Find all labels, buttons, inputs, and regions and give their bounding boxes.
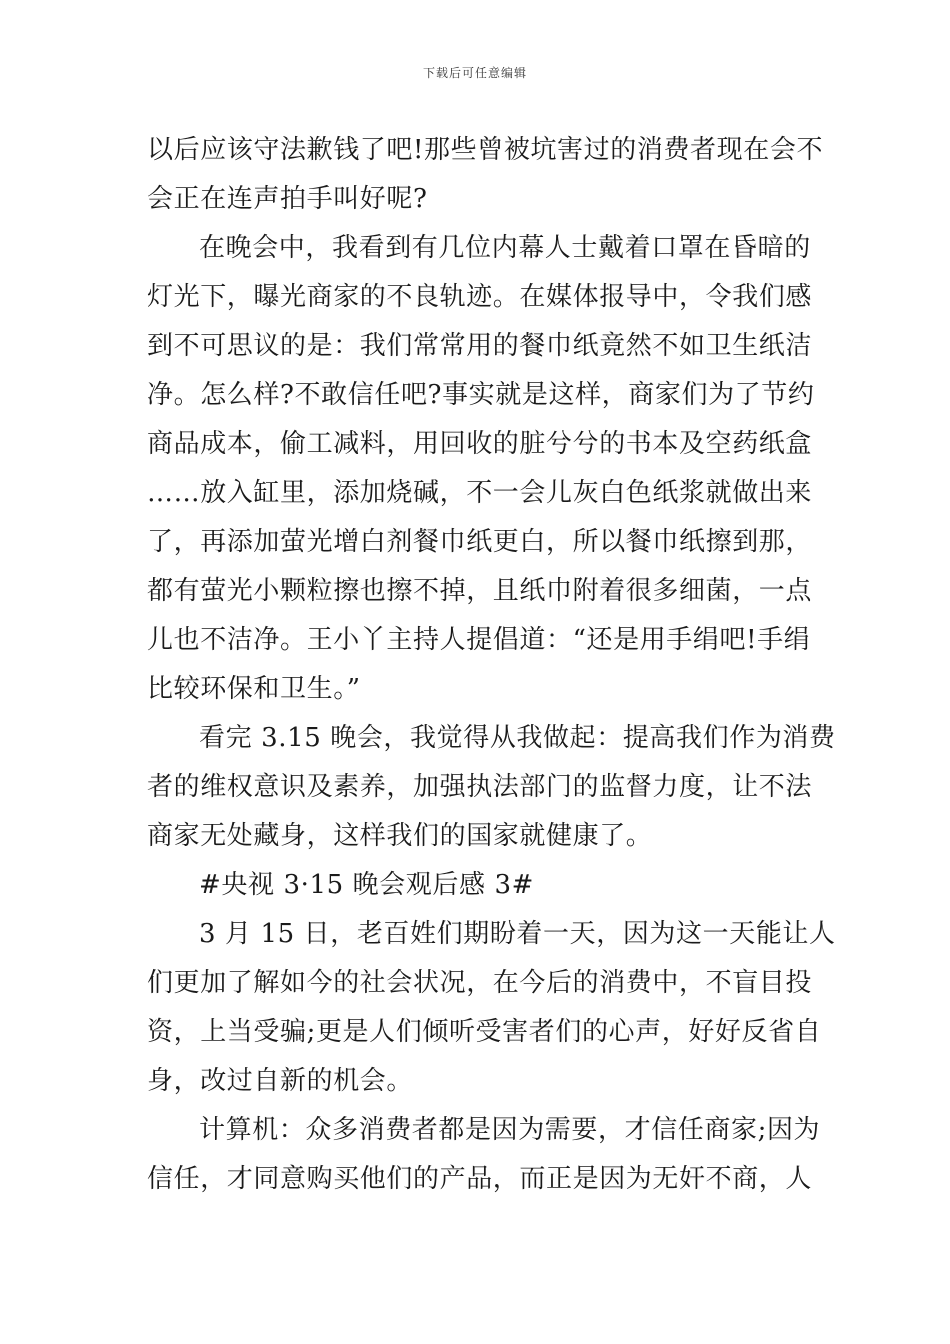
text-line: 都有萤光小颗粒擦也擦不掉，且纸巾附着很多细菌，一点 [147, 576, 813, 606]
text-line: 们更加了解如今的社会状况，在今后的消费中，不盲目投 [147, 968, 813, 998]
text-line: 身，改过自新的机会。 [147, 1066, 414, 1096]
text-line: 到不可思议的是：我们常常用的餐巾纸竟然不如卫生纸洁 [147, 331, 813, 361]
paragraph-start-line: 在晚会中，我看到有几位内幕人士戴着口罩在昏暗的 [199, 233, 811, 263]
text-line: 净。怎么样?不敢信任吧?事实就是这样，商家们为了节约 [147, 380, 815, 410]
text-line: 以后应该守法歉钱了吧!那些曾被坑害过的消费者现在会不 [147, 135, 824, 165]
paragraph-start-line: 看完 3.15 晚会，我觉得从我做起：提高我们作为消费 [199, 723, 836, 753]
text-line: 商品成本，偷工减料，用回收的脏兮兮的书本及空药纸盒 [147, 429, 813, 459]
text-line: 商家无处藏身，这样我们的国家就健康了。 [147, 821, 653, 851]
text-line: 了，再添加萤光增白剂餐巾纸更白，所以餐巾纸擦到那， [147, 527, 813, 557]
paragraph-start-line: 3 月 15 日，老百姓们期盼着一天，因为这一天能让人 [199, 919, 836, 949]
text-line: ……放入缸里，添加烧碱，不一会儿灰白色纸浆就做出来 [147, 478, 813, 508]
text-line: 者的维权意识及素养，加强执法部门的监督力度，让不法 [147, 772, 813, 802]
section-heading: #央视 3·15 晚会观后感 3# [199, 870, 534, 900]
text-line: 信任，才同意购买他们的产品，而正是因为无奸不商，人 [147, 1164, 813, 1194]
text-line: 儿也不洁净。王小丫主持人提倡道：“还是用手绢吧!手绢 [147, 625, 811, 655]
text-line: 资，上当受骗;更是人们倾听受害者们的心声，好好反省自 [147, 1017, 822, 1047]
page-header: 下载后可任意编辑 [422, 66, 527, 80]
text-line: 灯光下，曝光商家的不良轨迹。在媒体报导中，令我们感 [147, 282, 813, 312]
document-body [147, 126, 836, 1204]
text-line: 会正在连声拍手叫好呢? [147, 184, 428, 214]
text-line: 比较环保和卫生。” [147, 674, 361, 704]
paragraph-start-line: 计算机：众多消费者都是因为需要，才信任商家;因为 [199, 1115, 821, 1145]
